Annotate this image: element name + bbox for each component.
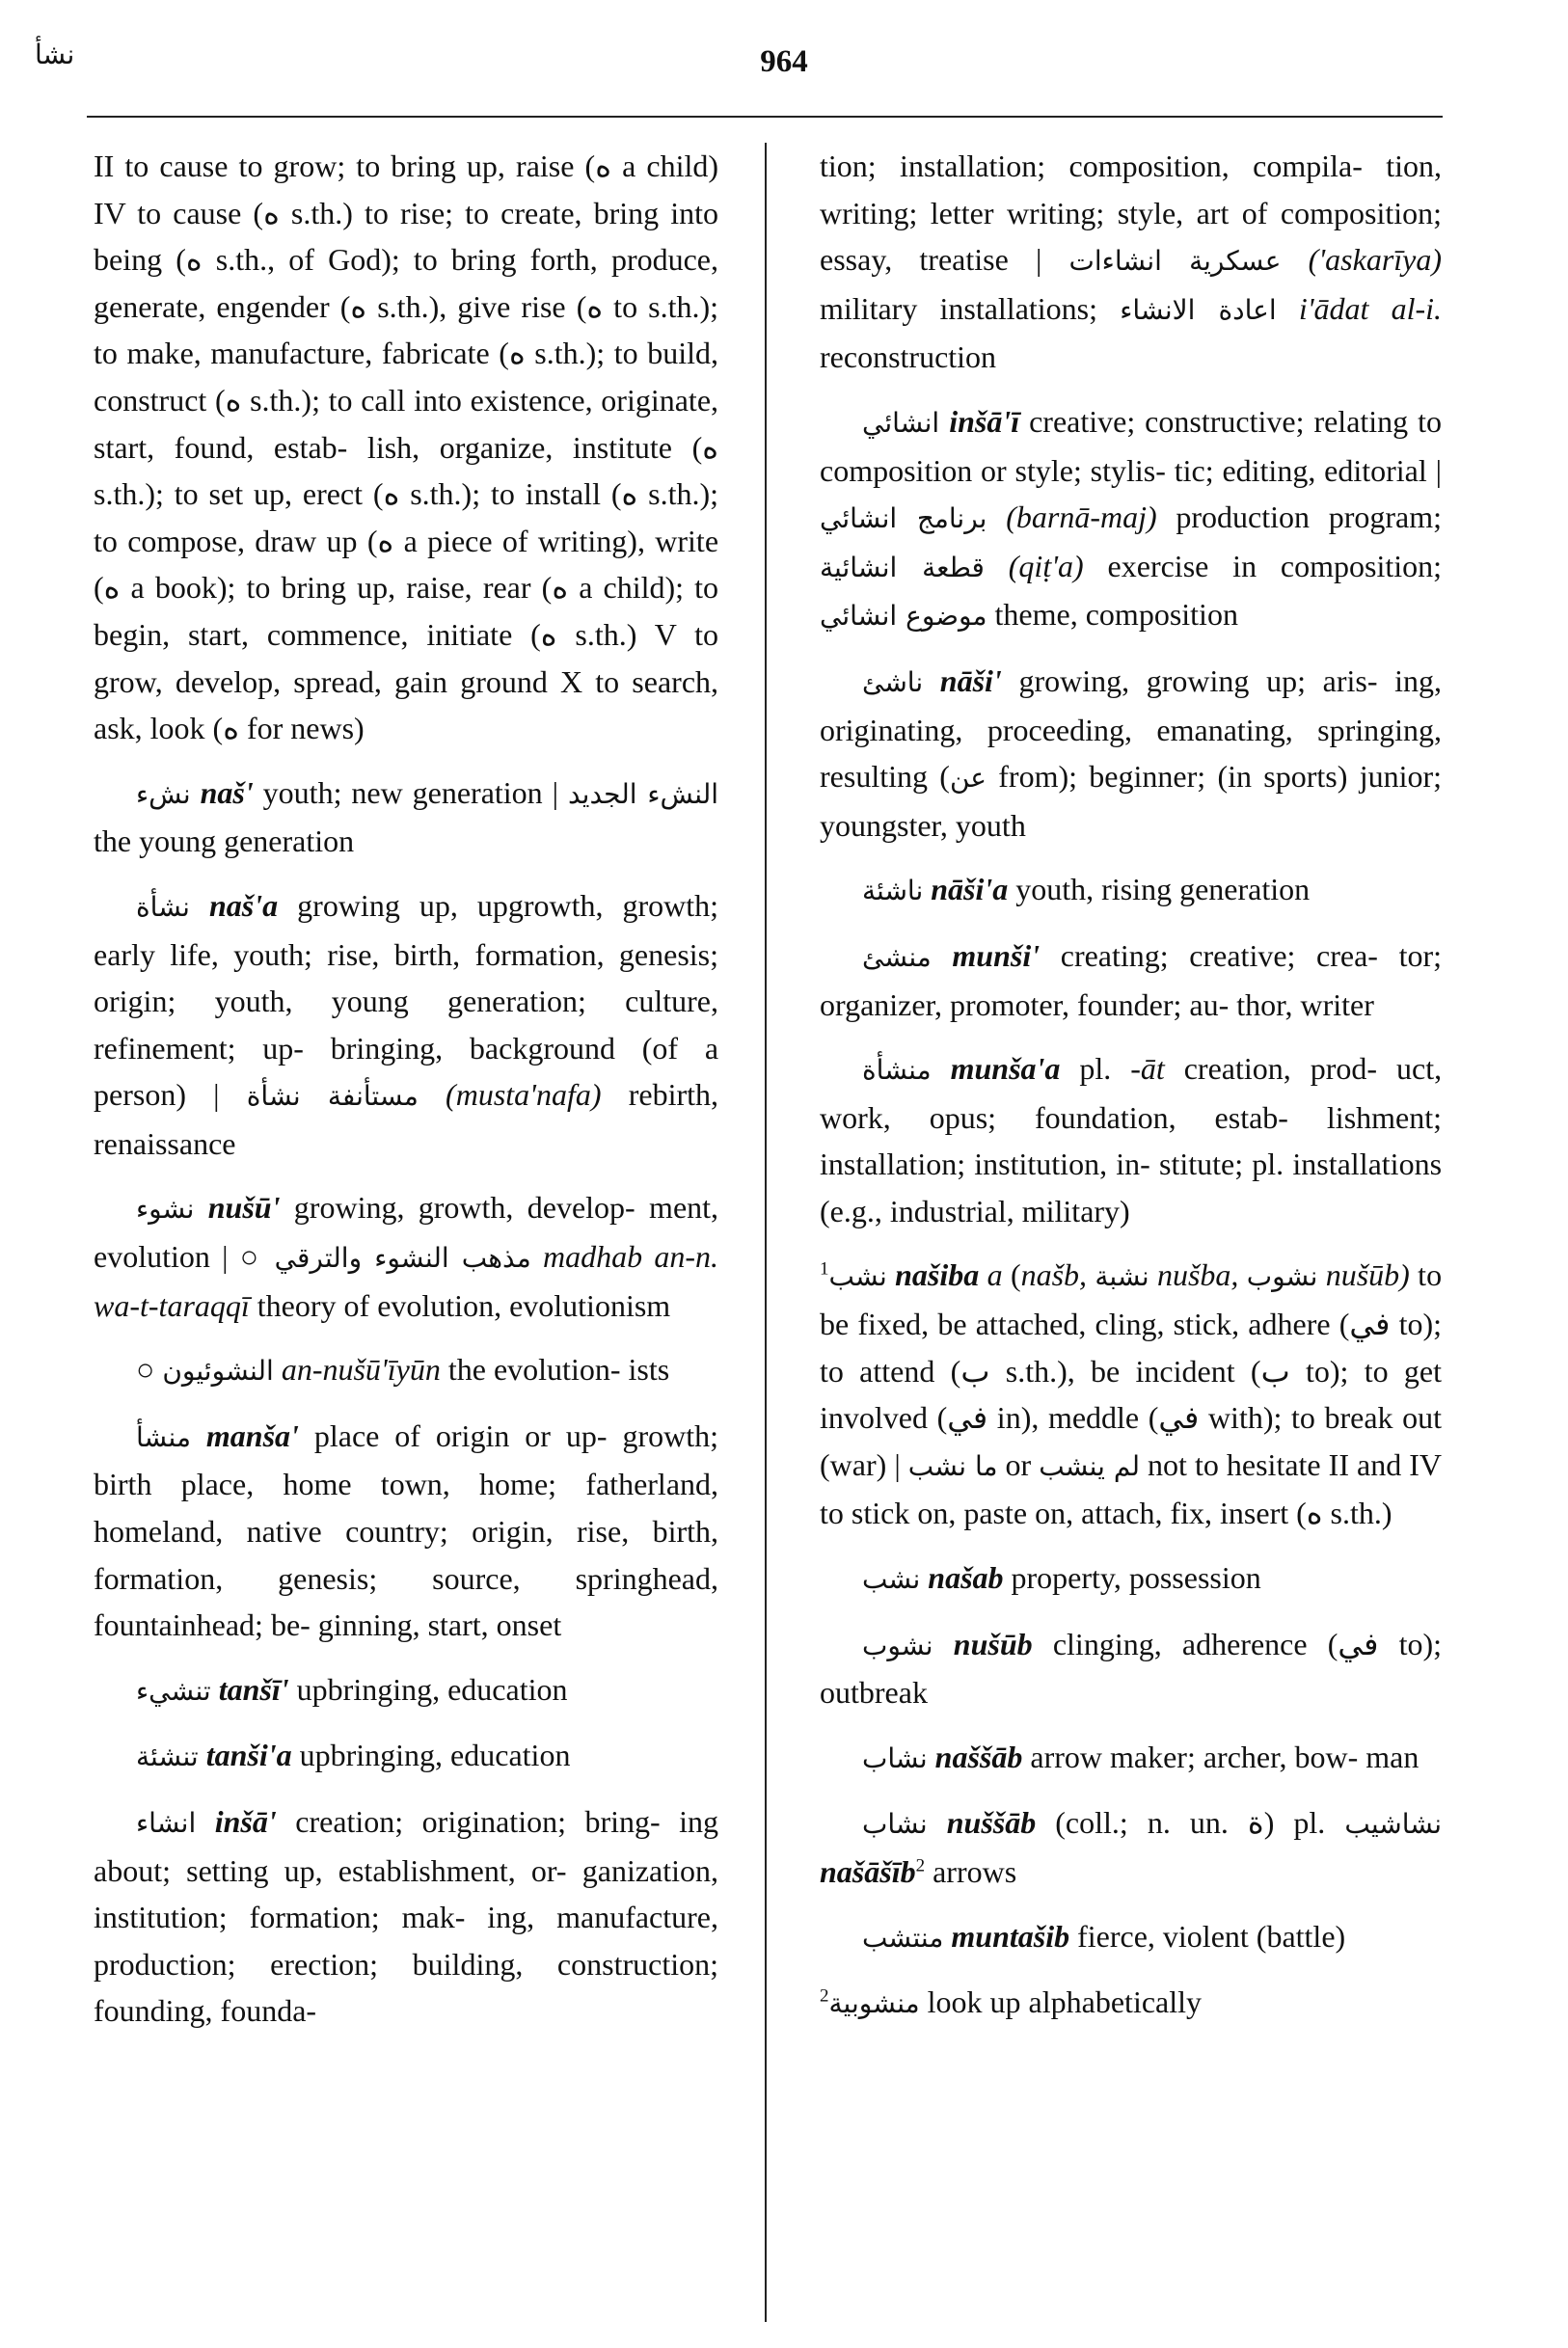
entry-insha-continued: tion; installation; composition, compila- tion, writing; letter writing; style, art of composition; essay, treatise | انشاءات عسكرية ('askarīya) military installations; اعادة الانشاء i'ādat al-i. reconstruction bbox=[820, 148, 1443, 375]
entry-nasha: نشأة naš'a growing up, upgrowth, growth; early life, youth; rise, birth, formation, genesis; origin; youth, young generation; culture, refinement; up- bringing, background (of a person) | نشأة مستأنفة (musta'nafa) rebirth, renaissance bbox=[94, 887, 719, 1161]
entry-nushu: نشوء nušū' growing, growth, develop- ment, evolution | ○ مذهب النشوء والترقي madhab an-n. wa-t-taraqqī theory of evolution, evolutionism bbox=[94, 1190, 719, 1323]
page-number: 964 bbox=[760, 44, 808, 79]
entry-nashshab: نشاب naššāb arrow maker; archer, bow- man bbox=[862, 1739, 1419, 1774]
entry-muntashib: منتشب muntašib fierce, violent (battle) bbox=[862, 1918, 1346, 1954]
entry-mansha: منشأ manša' place of origin or up- growth; birth place, home town, home; fatherland, homeland, native country; origin, rise, birth, formation, genesis; source, springhead, fountainhead; be- ginning, start, onset bbox=[94, 1417, 719, 1643]
entry-nashia: ناشئة nāši'a youth, rising generation bbox=[862, 872, 1311, 907]
entry-nushub: نشوب nušūb clinging, adherence (في to); outbreak bbox=[820, 1626, 1442, 1711]
entry-inshai: انشائي inšā'ī creative; constructive; relating to composition or style; stylis- tic; editing, editorial | برنامج انشائي (barnā-maj) production program; قطعة انشائية (qiṭ'a) exercise in composition; موضوع انشائي theme, composition bbox=[820, 403, 1443, 633]
entry-tanshi: تنشيء tanšī' upbringing, education bbox=[136, 1671, 568, 1707]
running-head: نشأ bbox=[35, 39, 75, 70]
entry-munshi: منشئ munši' creating; creative; crea- tor; organizer, promoter, founder; au- thor, writer bbox=[820, 937, 1443, 1022]
entry-nushshab: نشاب nuššāb (coll.; n. un. ة) pl. نشاشيب našāšīb$^2$ arrows bbox=[820, 1805, 1443, 1889]
entry-continuation: II to cause to grow; to bring up, raise (ه a child) IV to cause (ه s.th.) to rise; to create, bring into being (ه s.th., of God); to bring forth, produce, generate, engender (ه s.th.), give rise (ه to s.th.); to make, manufacture, fabricate (ه s.th.); to build, construct (ه s.th.); to call into existence, originate, start, found, estab- lish, organize, institute (ه s.th.); to set up, erect (ه s.th.); to install (ه s.th.); to compose, draw up (ه a piece of writing), write (ه a book); to bring up, raise, rear (ه a child); to begin, start, commence, initiate (ه s.th.) V to grow, develop, spread, gain ground X to search, ask, look (ه for news) bbox=[94, 148, 719, 746]
left-column bbox=[94, 143, 718, 2052]
entry-nashi: ناشئ nāši' growing, growing up; aris- ing, originating, proceeding, emanating, springing, resulting (عن from); beginner; (in sports) junior; youngster, youth bbox=[820, 662, 1443, 843]
entry-evolutionists: ○ النشوئيون an-nušū'īyūn the evolution- ists bbox=[136, 1352, 670, 1388]
entry-tanshia: تنشئة tanši'a upbringing, education bbox=[136, 1738, 571, 1773]
entry-munshaa: منشأة munša'a pl. -āt creation, prod- uct, work, opus; foundation, estab- lishment; installation; institution, in- stitute; pl. installations (e.g., industrial, military) bbox=[820, 1051, 1443, 1228]
column-divider bbox=[765, 143, 767, 2322]
right-column bbox=[820, 143, 1442, 2045]
entry-mushawwaba: $^2$منشوبية look up alphabetically bbox=[820, 1984, 1203, 2020]
entry-nashiba: $^1$نشب našiba a (našb, نشبة nušba, نشوب nušūb) to be fixed, be attached, cling, stick, adhere (في to); to attend (ب s.th.), be incident (ب to); to get involved (في in), meddle (في with); to break out (war) | ما نشب or لم ينشب not to hesitate II and IV to stick on, paste on, attach, fix, insert (ه s.th.) bbox=[820, 1257, 1443, 1531]
entry-nashab: نشب našab property, possession bbox=[862, 1560, 1261, 1596]
header-rule bbox=[87, 116, 1443, 118]
entry-nash: نشء naš' youth; new generation | النشء الجديد the young generation bbox=[94, 774, 718, 859]
entry-insha: انشاء inšā' creation; origination; bring- ing about; setting up, establishment, or- ganization, institution; formation; mak- ing, manufacture, production; erection; building, construction; founding, founda- bbox=[94, 1804, 719, 2029]
